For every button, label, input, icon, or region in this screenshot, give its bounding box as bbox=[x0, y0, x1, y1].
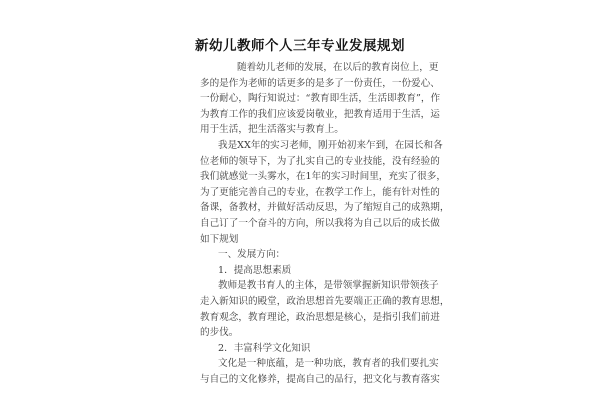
body-line: 为了更能完善自己的专业，在教学工作上，能有针对性的 bbox=[200, 186, 440, 198]
body-line: 自己订了一个奋斗的方向，所以我将为自己以后的成长做 bbox=[200, 218, 440, 229]
body-line: 如下规划 bbox=[200, 233, 239, 245]
subsection-heading: 1．提高思想素质 bbox=[218, 264, 292, 276]
section-heading: 一、发展方向： bbox=[218, 249, 286, 261]
body-line: 一份耐心，陶行知说过：“教育即生活，生活即教育”，作 bbox=[200, 93, 441, 105]
body-line: 教育观念，教育理论，政治思想是核心，是指引我们前进 bbox=[200, 311, 440, 323]
subsection-heading: 2．丰富科学文化知识 bbox=[218, 342, 311, 354]
body-line: 随着幼儿老师的发展，在以后的教育岗位上，更 bbox=[237, 62, 439, 73]
body-line: 文化是一种底蕴，是一种功底，教育者的我们要扎实 bbox=[218, 358, 439, 370]
body-line: 备课，备教材，并做好活动反思，为了缩短自己的成熟期， bbox=[200, 202, 450, 214]
body-line: 为教育工作的我们应该爱岗敬业，把教育适用于生活，运 bbox=[200, 108, 440, 120]
body-line: 我们就感觉一头雾水，在1年的实习时间里，充实了很多， bbox=[200, 171, 446, 183]
body-line: 多的是作为老师的话更多的是多了一份责任，一份爱心、 bbox=[200, 77, 440, 89]
document-title: 新幼儿教师个人三年专业发展规划 bbox=[195, 38, 405, 54]
body-line: 用于生活，把生活落实与教育上。 bbox=[200, 124, 344, 136]
body-line: 与自己的文化修养，提高自己的品行，把文化与教育落实 bbox=[200, 374, 440, 385]
body-line: 教师是教书育人的主体，是带领掌握新知识带领孩子 bbox=[218, 280, 439, 292]
body-line: 的步伐。 bbox=[200, 327, 239, 339]
body-line: 我是XX年的实习老师，刚开始初来乍到，在园长和各 bbox=[218, 140, 443, 151]
body-line: 走入新知识的殿堂，政治思想首先要端正正确的教育思想， bbox=[200, 296, 450, 307]
body-line: 位老师的领导下，为了扎实自己的专业技能，没有经验的 bbox=[200, 155, 440, 167]
